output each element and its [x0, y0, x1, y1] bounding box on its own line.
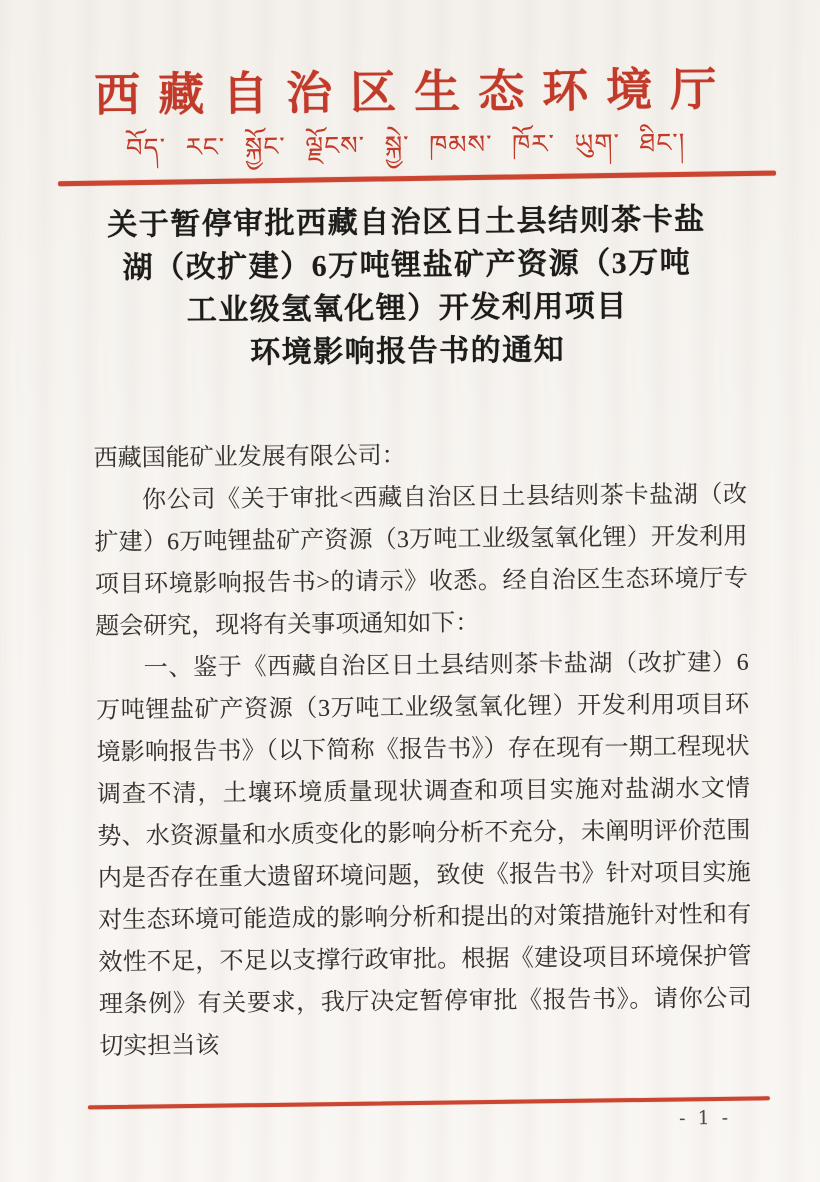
- document-body: [94, 431, 753, 1067]
- body-paragraph: 一、鉴于《西藏自治区日土县结则茶卡盐湖（改扩建）6万吨锂盐矿产资源（3万吨工业级氢氧化锂）开发利用项目环境影响报告书》（以下简称《报告书》）存在现有一期工程现状调查不清，土壤环境质量现状调查和项目实施对盐湖水文情势、水资源量和水质变化的影响分析不充分，未阐明评价范围内是否存在重大遗留环境问题，致使《报告书》针对项目实施对生态环境可能造成的影响分析和提出的对策措施针对性和有效性不足，不足以支撑行政审批。根据《建设项目环境保护管理条例》有关要求，我厅决定暂停审批《报告书》。请你公司切实担当该: [96, 649, 753, 1060]
- document-title: [0, 197, 818, 377]
- document-title-line-4: 环境影响报告书的通知: [250, 333, 566, 370]
- recipient-salutation: 西藏国能矿业发展有限公司：: [93, 442, 406, 472]
- document-title-line-3: 工业级氢氧化锂）开发利用项目: [186, 289, 628, 327]
- document-title-line-2: 湖（改扩建）6万吨锂盐矿产资源（3万吨: [122, 245, 692, 285]
- org-name-chinese: 西藏自治区生态环境厅: [93, 63, 735, 122]
- letterhead: [0, 64, 816, 172]
- page-number: - 1 -: [678, 1106, 732, 1130]
- body-paragraph: 你公司《关于审批<西藏自治区日土县结则茶卡盐湖（改扩建）6万吨锂盐矿产资源（3万吨工业级氢氧化锂）开发利用项目环境影响报告书>的请示》收悉。经自治区生态环境厅专题会研究，现将有关事项通知如下：: [94, 481, 749, 640]
- letterhead-divider-line: [58, 171, 776, 187]
- org-name-tibetan: བོད་ རང་ སྐྱོང་ ལྗོངས་ སྐྱེ་ ཁམས་ ཁོར་ ཡུག་ ཐིང་།: [125, 127, 686, 163]
- document-title-line-1: 关于暂停审批西藏自治区日土县结则茶卡盐: [107, 202, 706, 242]
